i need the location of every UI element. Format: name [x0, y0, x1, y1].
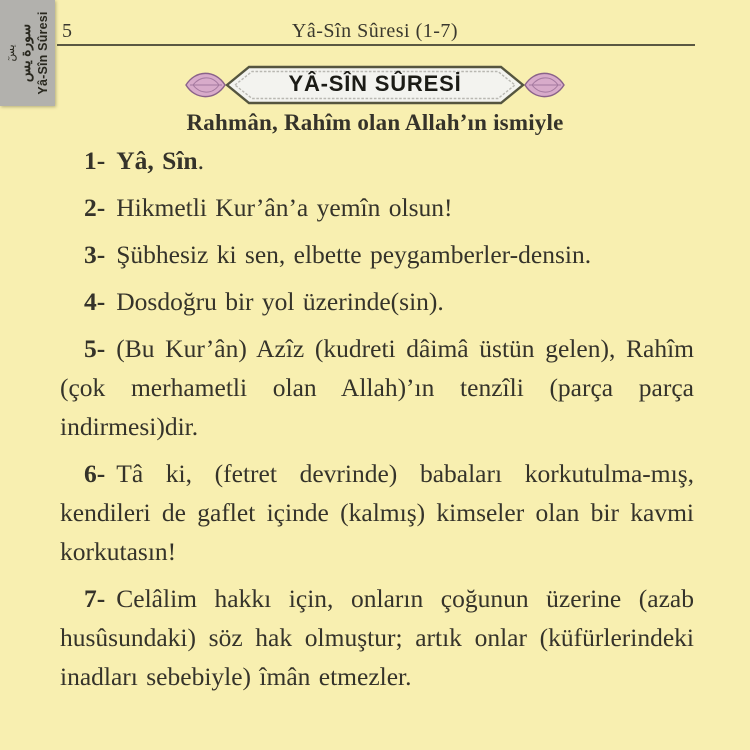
side-tab-arabic-surah-mark: يسٓ [4, 44, 17, 62]
verse-4-number: 4- [84, 287, 106, 316]
left-ornament-icon [186, 73, 225, 96]
side-tab-rotated-content [0, 0, 55, 106]
verse-6-number: 6- [84, 459, 106, 488]
header-rule [57, 44, 695, 46]
verse-5 [60, 329, 694, 446]
verse-2-number: 2- [84, 193, 106, 222]
verse-6 [60, 454, 694, 571]
verse-7-text: Celâlim hakkı için, onların çoğunun üzerine (azab husûsundaki) söz hak olmuştur; artık onlar (küfürlerindeki inadları sebebiyle) îmân etmezler. [60, 584, 694, 691]
verse-1 [60, 141, 694, 180]
verse-4 [60, 282, 694, 321]
verse-1-number: 1- [84, 146, 106, 175]
verse-6-text: Tâ ki, (fetret devrinde) babaları korkutulma-mış, kendileri de gaflet içinde (kalmış) kimseler olan bir kavmi korkutasın! [60, 459, 694, 566]
verse-text-block [60, 141, 694, 704]
verse-7 [60, 579, 694, 696]
verse-3-text: Şübhesiz ki sen, elbette peygamberler-densin. [116, 240, 592, 269]
verse-1-text: Yâ, Sîn [116, 146, 198, 175]
side-tab-arabic-label: سورة يس [18, 23, 34, 83]
verse-3-number: 3- [84, 240, 106, 269]
side-index-tab [0, 0, 55, 106]
surah-banner-title: YÂ-SÎN SÛRESİ [288, 71, 462, 96]
surah-title-banner [185, 61, 565, 109]
bismillah-line: Rahmân, Rahîm olan Allah’ın ismiyle [186, 110, 564, 135]
page-number: 5 [62, 20, 72, 42]
right-ornament-icon [525, 73, 564, 96]
running-header: Yâ-Sîn Sûresi (1-7) [291, 20, 459, 42]
verse-5-number: 5- [84, 334, 106, 363]
verse-1-suffix: . [197, 146, 204, 175]
verse-5-text: (Bu Kur’ân) Azîz (kudreti dâimâ üstün gelen), Rahîm (çok merhametli olan Allah)’ın tenzîli (parça parça indirmesi)dir. [60, 334, 694, 441]
side-tab-latin-label: Yâ-Sîn Sûresi [35, 11, 50, 95]
verse-4-text: Dosdoğru bir yol üzerinde(sin). [116, 287, 444, 316]
verse-3 [60, 235, 694, 274]
verse-7-number: 7- [84, 584, 106, 613]
verse-2-text: Hikmetli Kur’ân’a yemîn olsun! [116, 193, 453, 222]
verse-2 [60, 188, 694, 227]
